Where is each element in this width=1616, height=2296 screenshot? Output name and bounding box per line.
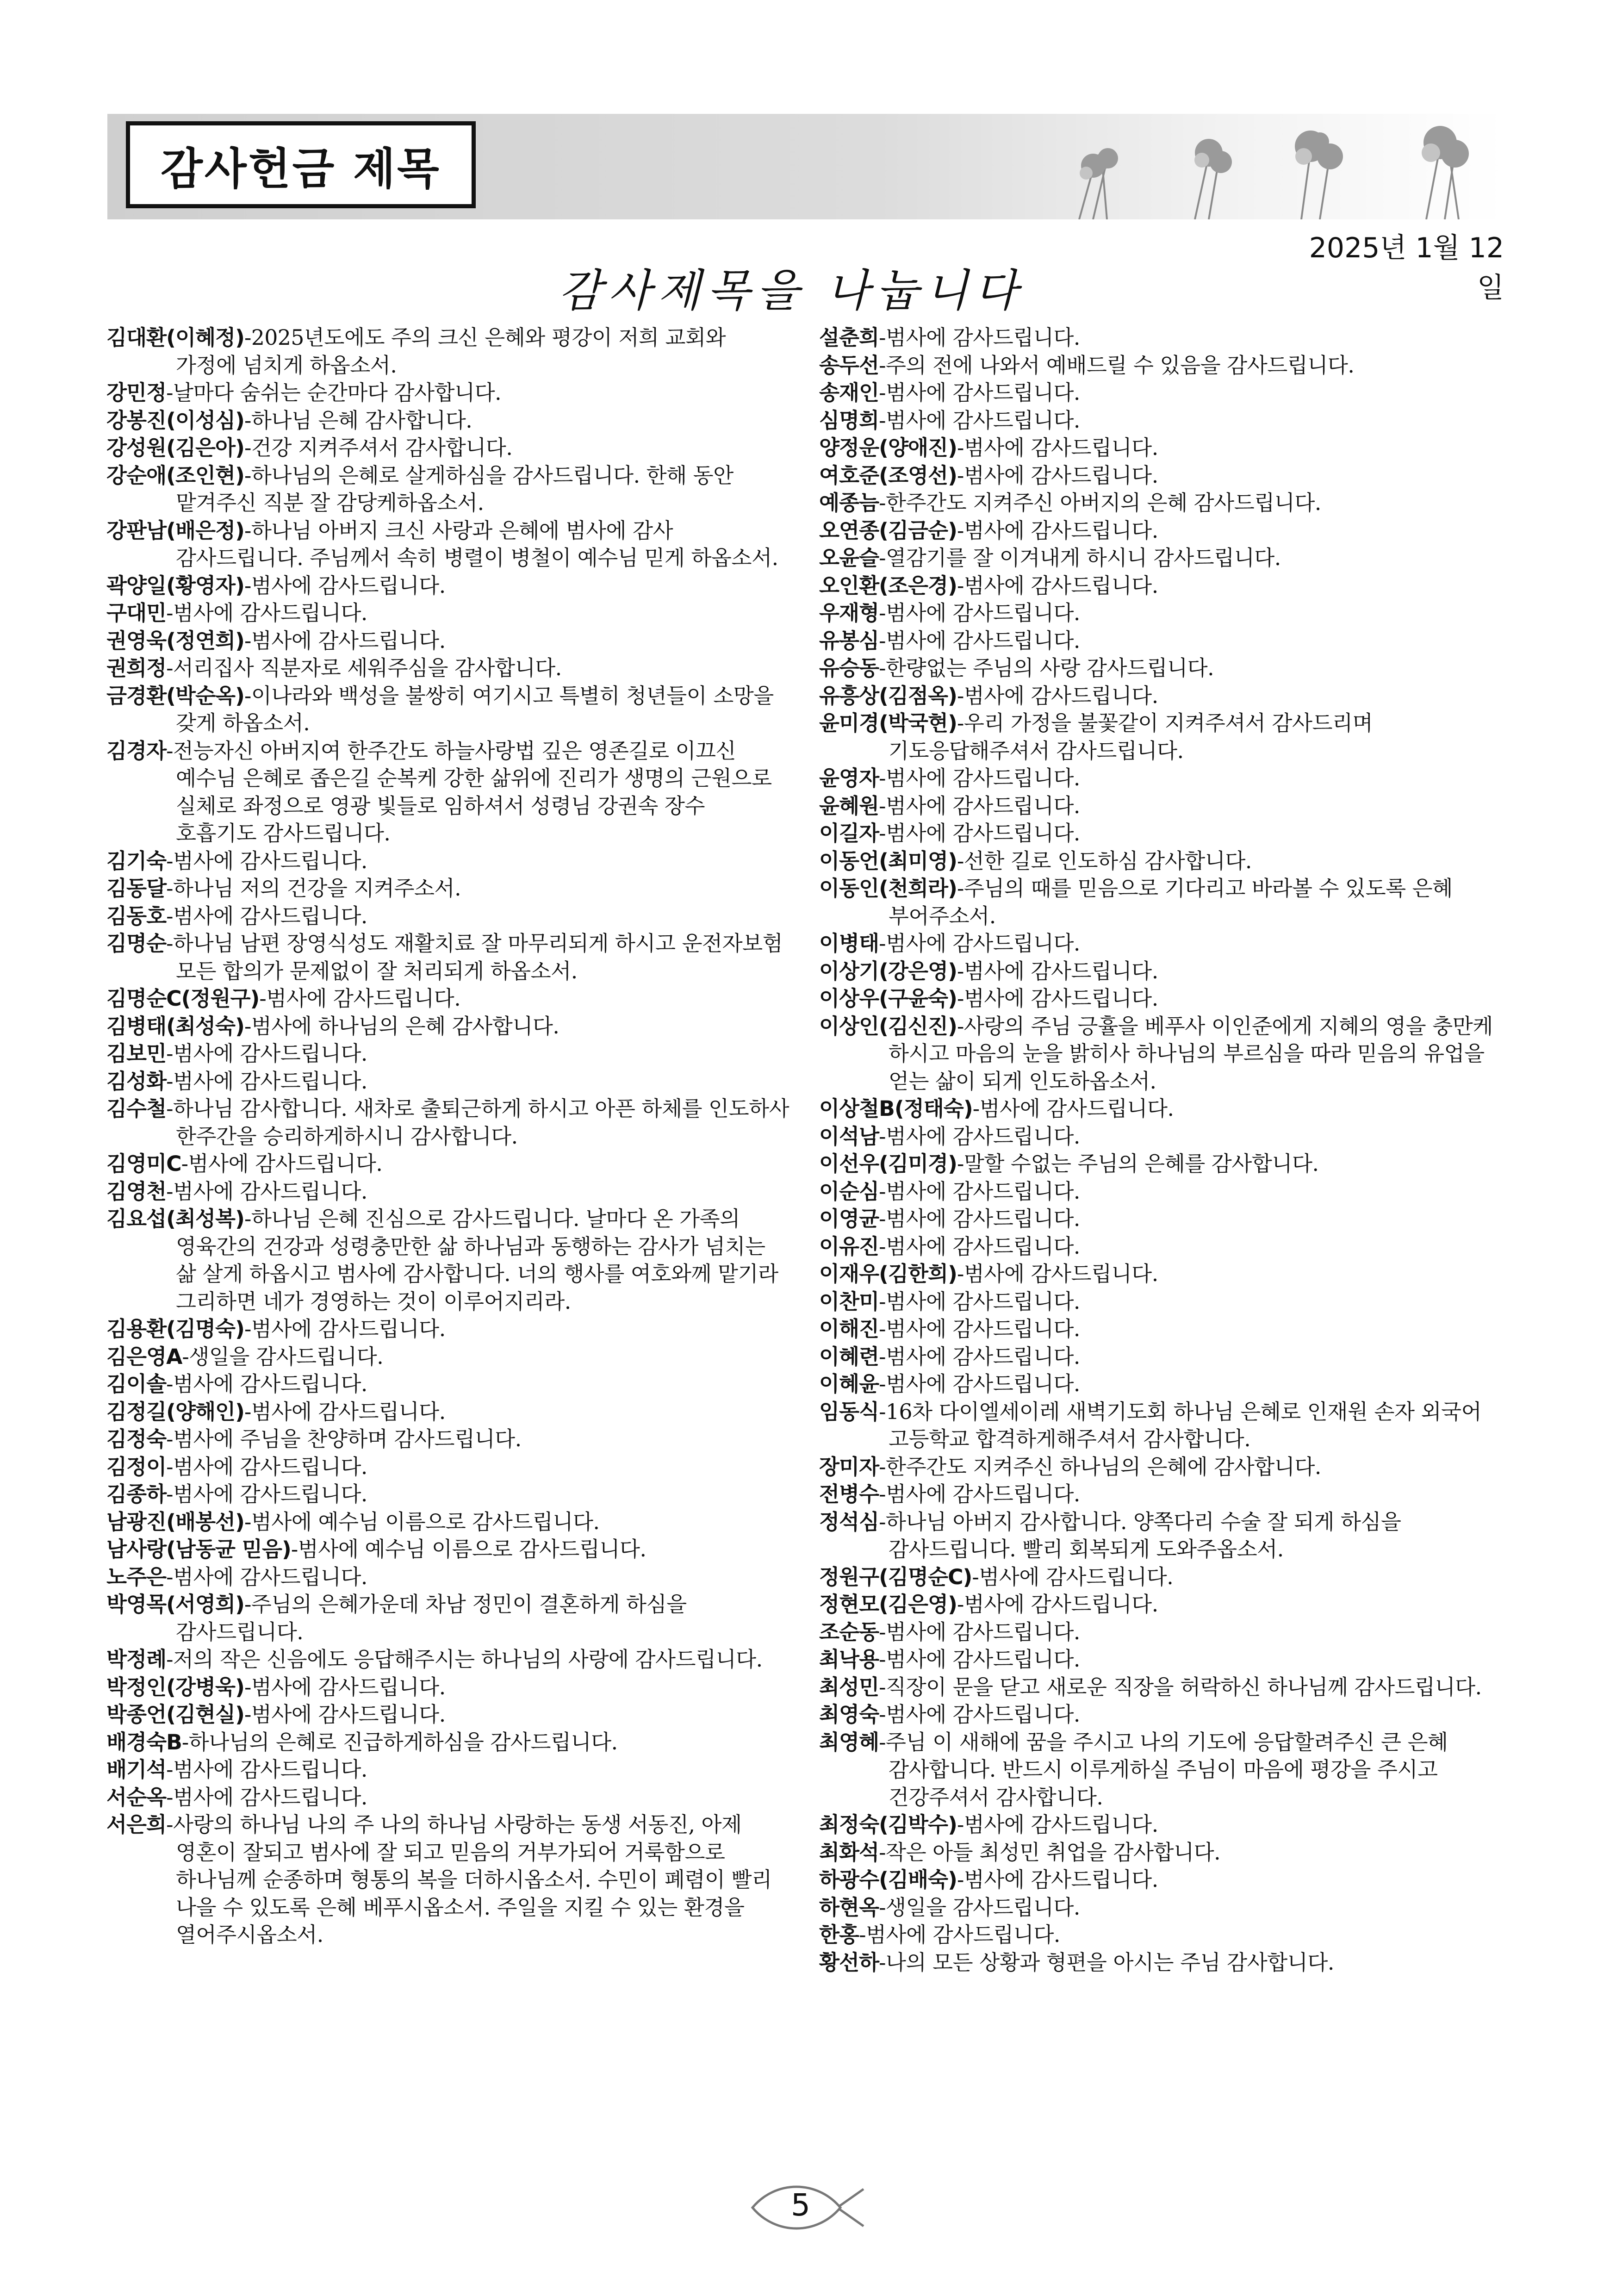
entry-name: 심명희	[819, 408, 879, 433]
thanksgiving-entry	[819, 1866, 1504, 1894]
entry-text: -범사에 감사드립니다.	[259, 986, 461, 1011]
entry-text: -주님 이 새해에 꿈을 주시고 나의 기도에 응답할려주신 큰 은혜 감사합니다. 반드시 이루게하실 주님이 마음에 평강을 주시고 건강주셔서 감사합니다.	[879, 1730, 1448, 1810]
entry-name: 이상기(강은영)	[819, 958, 957, 983]
thanksgiving-entry	[106, 1563, 791, 1591]
thanksgiving-entry	[106, 985, 791, 1013]
entry-name: 강판남(배은정)	[106, 518, 244, 543]
right-column	[819, 324, 1504, 1976]
entry-name: 이길자	[819, 821, 879, 846]
thanksgiving-entry	[819, 1343, 1504, 1371]
thanksgiving-entry	[819, 1811, 1504, 1839]
entry-name: 서은희	[106, 1812, 167, 1837]
entry-text: -범사에 감사드립니다.	[879, 1702, 1080, 1727]
thanksgiving-entry	[819, 352, 1504, 380]
entry-text: -범사에 감사드립니다.	[879, 1619, 1080, 1644]
entry-name: 배경숙B	[106, 1730, 182, 1755]
entry-name: 이영균	[819, 1207, 879, 1231]
thanksgiving-entry	[819, 1591, 1504, 1618]
thanksgiving-entry	[819, 324, 1504, 352]
thanksgiving-entry	[819, 1453, 1504, 1481]
thanksgiving-entry	[106, 1481, 791, 1508]
entry-name: 임동식	[819, 1399, 879, 1424]
entry-text: -범사에 감사드립니다.	[166, 1482, 367, 1506]
entry-name: 권희정	[106, 656, 167, 680]
entry-name: 김영천	[106, 1179, 167, 1204]
thanksgiving-entry	[106, 1013, 791, 1040]
thanksgiving-entry	[106, 847, 791, 875]
entry-text: -범사에 하나님의 은혜 감사합니다.	[244, 1014, 559, 1039]
entry-text: -전능자신 아버지여 한주간도 하늘사랑법 깊은 영존길로 이끄신 예수님 은혜로 좁은길 순복케 강한 삶위에 진리가 생명의 근원으로 실체로 좌정으로 영광 빛들로 임하셔서 성령님 강권속 장수 호흡기도 감사드립니다.	[166, 738, 772, 846]
thanksgiving-entry	[819, 1563, 1504, 1591]
thanksgiving-entry	[106, 682, 791, 737]
entry-name: 배기석	[106, 1757, 167, 1782]
entry-name: 금경환(박순옥)	[106, 683, 244, 708]
thanksgiving-entry	[106, 1453, 791, 1481]
entry-text: -주님의 때를 믿음으로 기다리고 바라볼 수 있도록 은혜 부어주소서.	[889, 876, 1453, 928]
thanksgiving-entry	[106, 1178, 791, 1206]
entry-name: 최화석	[819, 1840, 879, 1865]
entry-name: 하현옥	[819, 1895, 879, 1920]
entry-text: -범사에 감사드립니다.	[244, 1317, 446, 1341]
entry-name: 김영미C	[106, 1151, 181, 1176]
thanksgiving-entry	[819, 1894, 1504, 1922]
entry-name: 이병태	[819, 931, 879, 956]
thanksgiving-entry	[106, 379, 791, 407]
entry-name: 전병수	[819, 1482, 879, 1506]
entry-text: -범사에 예수님 이름으로 감사드립니다.	[291, 1537, 646, 1562]
thanksgiving-entry	[106, 1425, 791, 1453]
entry-text: -사랑의 하나님 나의 주 나의 하나님 사랑하는 동생 서동진, 아제 영혼이 잘되고 범사에 잘 되고 믿음의 거부가되어 거룩함으로 하나님께 순종하며 형통의 복을 더하시옵소서. 수민이 폐렴이 빨리 나을 수 있도록 은혜 베푸시옵소서. 주일을 지킬 수 있는 환경을 열어주시옵소서.	[166, 1812, 772, 1947]
thanksgiving-entry	[819, 462, 1504, 490]
entry-name: 남광진(배봉선)	[106, 1509, 244, 1534]
entry-text: -선한 길로 인도하심 감사합니다.	[957, 848, 1252, 873]
entry-text: -말할 수없는 주님의 은혜를 감사합니다.	[957, 1151, 1319, 1176]
entry-text: -범사에 감사드립니다.	[244, 1674, 446, 1699]
entry-text: -범사에 감사드립니다.	[879, 408, 1080, 433]
entry-text: -범사에 감사드립니다.	[879, 1289, 1080, 1314]
entry-text: -생일을 감사드립니다.	[879, 1895, 1080, 1920]
entry-name: 이순심	[819, 1179, 879, 1204]
entry-text: -한량없는 주님의 사랑 감사드립니다.	[879, 656, 1214, 680]
entry-name: 이혜윤	[819, 1372, 879, 1396]
thanksgiving-entry	[106, 737, 791, 847]
entry-text: -범사에 감사드립니다.	[166, 1069, 367, 1094]
entry-name: 박정례	[106, 1647, 167, 1672]
entry-text: -주님의 은혜가운데 차남 정민이 결혼하게 하심을 감사드립니다.	[176, 1592, 687, 1644]
thanksgiving-entry	[819, 709, 1504, 765]
entry-name: 윤미경(박국현)	[819, 711, 957, 735]
entry-name: 이동인(천희라)	[819, 876, 957, 901]
entry-name: 양정운(양애진)	[819, 436, 957, 460]
entry-name: 노주은	[106, 1564, 167, 1589]
thanksgiving-entry	[106, 1150, 791, 1178]
thanksgiving-entry	[819, 682, 1504, 710]
entry-text: -한주간도 지켜주신 아버지의 은혜 감사드립니다.	[879, 491, 1321, 515]
entry-name: 장미자	[819, 1454, 879, 1479]
entry-name: 이선우(김미경)	[819, 1151, 957, 1176]
thanksgiving-entry	[106, 434, 791, 462]
entry-name: 최정숙(김박수)	[819, 1812, 957, 1837]
thanksgiving-entry	[819, 1178, 1504, 1206]
entry-name: 강봉진(이성심)	[106, 408, 244, 433]
entry-name: 오인환(조은경)	[819, 573, 957, 598]
thanksgiving-entry	[106, 1756, 791, 1784]
entry-name: 권영욱(정연희)	[106, 628, 244, 653]
entry-text: -범사에 감사드립니다.	[879, 1124, 1080, 1149]
entry-name: 김동호	[106, 903, 167, 928]
entry-name: 김기숙	[106, 848, 167, 873]
thanksgiving-entry	[819, 1095, 1504, 1123]
entry-text: -범사에 감사드립니다.	[166, 1564, 367, 1589]
entry-text: -우리 가정을 불꽃같이 지켜주셔서 감사드리며 기도응답해주셔서 감사드립니다.	[889, 711, 1373, 763]
thanksgiving-entry	[106, 1040, 791, 1068]
entry-name: 정현모(김은영)	[819, 1592, 957, 1617]
entry-text: -범사에 감사드립니다.	[879, 1647, 1080, 1672]
date-label: 2025년 1월 12일	[1309, 232, 1504, 304]
thanksgiving-entry	[819, 627, 1504, 655]
entry-text: -범사에 감사드립니다.	[181, 1151, 383, 1176]
entry-text: -범사에 감사드립니다.	[879, 1317, 1080, 1341]
thanksgiving-entry	[819, 958, 1504, 985]
thanksgiving-entry	[106, 599, 791, 627]
entry-text: -하나님의 은혜로 진급하게하심을 감사드립니다.	[181, 1730, 618, 1755]
thanksgiving-entry	[106, 324, 791, 379]
entry-text: -나의 모든 상황과 형편을 아시는 주님 감사합니다.	[879, 1950, 1334, 1975]
entry-text: -하나님 저의 건강을 지켜주소서.	[166, 876, 461, 901]
entry-name: 오연종(김금순)	[819, 518, 957, 543]
thanksgiving-entry	[106, 1508, 791, 1536]
entry-name: 최영혜	[819, 1730, 879, 1755]
entry-text: -하나님 아버지 크신 사랑과 은혜에 범사에 감사 감사드립니다. 주님께서 속히 병렬이 병철이 예수님 믿게 하옵소서.	[176, 518, 778, 570]
entry-text: -범사에 감사드립니다.	[166, 1179, 367, 1204]
entry-name: 최낙용	[819, 1647, 879, 1672]
thanksgiving-entry	[106, 930, 791, 985]
thanksgiving-entry	[819, 1921, 1504, 1949]
entry-name: 김정숙	[106, 1427, 167, 1451]
entry-text: -범사에 감사드립니다.	[166, 1454, 367, 1479]
thanksgiving-entry	[106, 1095, 791, 1150]
entry-name: 설춘희	[819, 325, 879, 350]
thanksgiving-entry	[106, 1674, 791, 1701]
entry-text: -범사에 감사드립니다.	[972, 1096, 1174, 1121]
entry-text: -주의 전에 나와서 예배드릴 수 있음을 감사드립니다.	[879, 353, 1355, 378]
thanksgiving-entry	[819, 765, 1504, 792]
entry-text: -범사에 감사드립니다.	[859, 1923, 1060, 1947]
entry-text: -범사에 감사드립니다.	[957, 986, 1158, 1011]
page-number: 5	[791, 2187, 810, 2223]
entry-name: 이유진	[819, 1234, 879, 1259]
entry-text: -범사에 감사드립니다.	[879, 1179, 1080, 1204]
entry-text: -범사에 감사드립니다.	[957, 958, 1158, 983]
entry-text: -범사에 감사드립니다.	[879, 1482, 1080, 1506]
page-footer	[748, 2175, 868, 2245]
thanksgiving-entry	[819, 544, 1504, 572]
entry-text: -범사에 감사드립니다.	[879, 1344, 1080, 1369]
entry-text: -범사에 예수님 이름으로 감사드립니다.	[244, 1509, 600, 1534]
entry-name: 김이솔	[106, 1372, 167, 1396]
thanksgiving-entry	[819, 1508, 1504, 1563]
entry-name: 강순애(조인현)	[106, 463, 244, 488]
thanksgiving-entry	[106, 1205, 791, 1315]
entry-name: 이상철B(정태숙)	[819, 1096, 973, 1121]
entry-name: 강민정	[106, 380, 167, 405]
thanksgiving-entry	[106, 1729, 791, 1756]
entry-text: -하나님의 은혜로 살게하심을 감사드립니다. 한해 동안 맡겨주신 직분 잘 감당케하옵소서.	[176, 463, 733, 515]
thanksgiving-entry	[106, 1370, 791, 1398]
entry-text: -범사에 감사드립니다.	[244, 573, 446, 598]
entry-name: 김성화	[106, 1069, 167, 1094]
entry-text: -하나님 아버지 감사합니다. 양쪽다리 수술 잘 되게 하심을 감사드립니다. 빨리 회복되게 도와주옵소서.	[879, 1509, 1401, 1562]
entry-text: -범사에 감사드립니다.	[879, 766, 1080, 790]
thanksgiving-entry	[106, 407, 791, 435]
entry-name: 유봉심	[819, 628, 879, 653]
entry-name: 한홍	[819, 1923, 859, 1947]
thanksgiving-entry	[106, 517, 791, 572]
thanksgiving-entry	[819, 1729, 1504, 1811]
entry-text: -직장이 문을 닫고 새로운 직장을 허락하신 하나님께 감사드립니다.	[879, 1674, 1482, 1699]
entry-name: 우재형	[819, 601, 879, 625]
entry-text: -하나님 감사합니다. 새차로 출퇴근하게 하시고 아픈 하체를 인도하사 한주간을 승리하게하시니 감사합니다.	[166, 1096, 789, 1149]
thanksgiving-entry	[819, 1123, 1504, 1151]
entry-name: 정석심	[819, 1509, 879, 1534]
thanksgiving-entry	[819, 792, 1504, 820]
thanksgiving-entry	[106, 875, 791, 902]
entry-text: -하나님 은혜 진심으로 감사드립니다. 날마다 온 가족의 영육간의 건강과 성령충만한 삶 하나님과 동행하는 감사가 넘치는 삶 살게 하옵시고 범사에 감사합니다. 너의 행사를 여호와께 맡기라 그리하면 네가 경영하는 것이 이루어지리라.	[176, 1207, 778, 1314]
entry-text: -범사에 감사드립니다.	[879, 1372, 1080, 1396]
entry-name: 김은영A	[106, 1344, 182, 1369]
entry-text: -범사에 감사드립니다.	[957, 518, 1158, 543]
entry-text: -건강 지켜주셔서 감사합니다.	[244, 436, 513, 460]
thanksgiving-entry	[819, 1370, 1504, 1398]
entry-name: 황선하	[819, 1950, 879, 1975]
entry-name: 윤영자	[819, 766, 879, 790]
entry-text: -범사에 감사드립니다.	[244, 1399, 446, 1424]
thanksgiving-entry	[106, 1068, 791, 1095]
entry-text: -범사에 감사드립니다.	[244, 628, 446, 653]
entry-text: -범사에 감사드립니다.	[879, 325, 1080, 350]
entry-text: -범사에 감사드립니다.	[879, 380, 1080, 405]
thanksgiving-entry	[106, 1701, 791, 1729]
entry-name: 하광수(김배숙)	[819, 1867, 957, 1892]
thanksgiving-entry	[819, 489, 1504, 517]
thanksgiving-entry	[819, 1013, 1504, 1095]
entry-name: 김수철	[106, 1096, 167, 1121]
entry-text: -범사에 감사드립니다.	[957, 1262, 1158, 1286]
thanksgiving-entry	[106, 462, 791, 517]
thanksgiving-entry	[106, 1784, 791, 1811]
thanksgiving-entry	[819, 1949, 1504, 1977]
entry-text: -범사에 감사드립니다.	[879, 601, 1080, 625]
thanksgiving-entry	[819, 599, 1504, 627]
flower-bouquet-illustration	[1042, 114, 1505, 219]
thanksgiving-entry	[819, 379, 1504, 407]
entry-text: -범사에 감사드립니다.	[879, 931, 1080, 956]
thanksgiving-entry	[106, 1398, 791, 1426]
entry-text: -이나라와 백성을 불쌍히 여기시고 특별히 청년들이 소망을 갖게 하옵소서.	[176, 683, 774, 735]
thanksgiving-entry	[819, 1701, 1504, 1729]
thanksgiving-entry	[819, 1288, 1504, 1316]
entry-text: -날마다 숨쉬는 순간마다 감사합니다.	[166, 380, 502, 405]
entry-text: -사랑의 주님 긍휼을 베푸사 이인준에게 지혜의 영을 충만케 하시고 마음의 눈을 밝히사 하나님의 부르심을 따라 믿음의 유업을 얻는 삶이 되게 인도하옵소서.	[889, 1014, 1493, 1094]
entry-text: -범사에 감사드립니다.	[166, 1372, 367, 1396]
entry-name: 김종하	[106, 1482, 167, 1506]
entry-name: 구대민	[106, 601, 167, 625]
thanksgiving-entry	[106, 1591, 791, 1646]
entry-name: 송두선	[819, 353, 879, 378]
entry-name: 이상우(구윤숙)	[819, 986, 957, 1011]
entry-name: 유승동	[819, 656, 879, 680]
thanksgiving-entry	[106, 654, 791, 682]
thanksgiving-entry	[819, 1674, 1504, 1701]
entry-text: -범사에 감사드립니다.	[166, 1757, 367, 1782]
entry-text: -범사에 감사드립니다.	[957, 683, 1158, 708]
thanksgiving-entry	[819, 434, 1504, 462]
thanksgiving-entry	[819, 1205, 1504, 1233]
thanksgiving-entry	[819, 930, 1504, 958]
entry-name: 이동언(최미영)	[819, 848, 957, 873]
thanksgiving-entry	[819, 875, 1504, 930]
thanksgiving-entry	[106, 1811, 791, 1949]
entry-name: 송재인	[819, 380, 879, 405]
entry-text: -범사에 감사드립니다.	[879, 821, 1080, 846]
title-box	[126, 121, 476, 208]
thanksgiving-entry	[819, 1150, 1504, 1178]
entry-name: 김보민	[106, 1041, 167, 1066]
thanksgiving-entry	[819, 820, 1504, 847]
entry-name: 김정이	[106, 1454, 167, 1479]
entry-text: -범사에 감사드립니다.	[879, 793, 1080, 818]
thanksgiving-entry	[819, 654, 1504, 682]
thanksgiving-entry	[819, 1260, 1504, 1288]
entry-name: 남사랑(남동균 믿음)	[106, 1537, 291, 1562]
entry-text: -범사에 감사드립니다.	[957, 463, 1158, 488]
entry-text: -범사에 감사드립니다.	[957, 1867, 1158, 1892]
entry-name: 김정길(양해인)	[106, 1399, 244, 1424]
entry-text: -범사에 감사드립니다.	[879, 628, 1080, 653]
entry-name: 이혜련	[819, 1344, 879, 1369]
entry-text: -범사에 주님을 찬양하며 감사드립니다.	[166, 1427, 522, 1451]
entry-name: 김대환(이혜정)	[106, 325, 244, 350]
left-column	[106, 324, 791, 1949]
subtitle: 감사제목을 나눕니다	[559, 265, 1024, 317]
entry-text: -하나님 남편 장영식성도 재활치료 잘 마무리되게 하시고 운전자보험 모든 합의가 문제없이 잘 처리되게 하옵소서.	[166, 931, 783, 983]
entry-name: 최영숙	[819, 1702, 879, 1727]
entry-name: 유흥상(김점옥)	[819, 683, 957, 708]
entry-name: 이석남	[819, 1124, 879, 1149]
thanksgiving-entry	[819, 517, 1504, 545]
thanksgiving-entry	[106, 1315, 791, 1343]
entry-name: 김용환(김명숙)	[106, 1317, 244, 1341]
entry-text: -범사에 감사드립니다.	[957, 1812, 1158, 1837]
entry-name: 김동달	[106, 876, 167, 901]
entry-text: -생일을 감사드립니다.	[182, 1344, 384, 1369]
entry-name: 오윤슬	[819, 546, 879, 570]
entry-name: 김명순C(정원구)	[106, 986, 260, 1011]
entry-name: 이찬미	[819, 1289, 879, 1314]
thanksgiving-entry	[819, 1839, 1504, 1867]
entry-text: -작은 아들 최성민 취업을 감사합니다.	[879, 1840, 1221, 1865]
entry-name: 여호준(조영선)	[819, 463, 957, 488]
thanksgiving-entry	[819, 1315, 1504, 1343]
entry-name: 곽양일(황영자)	[106, 573, 244, 598]
entry-name: 강성원(김은아)	[106, 436, 244, 460]
entry-name: 이상인(김신진)	[819, 1014, 957, 1039]
entry-name: 이해진	[819, 1317, 879, 1341]
entry-name: 서순옥	[106, 1785, 167, 1810]
entry-text: -한주간도 지켜주신 하나님의 은혜에 감사합니다.	[879, 1454, 1321, 1479]
entry-name: 김명순	[106, 931, 167, 956]
thanksgiving-entry	[819, 572, 1504, 600]
entry-name: 정원구(김명순C)	[819, 1564, 972, 1589]
entry-text: -2025년도에도 주의 크신 은혜와 평강이 저희 교회와 가정에 넘치게 하옵소서.	[176, 325, 726, 378]
entry-text: -범사에 감사드립니다.	[166, 601, 367, 625]
thanksgiving-entry	[819, 985, 1504, 1013]
entry-name: 김경자	[106, 738, 167, 763]
entry-text: -범사에 감사드립니다.	[879, 1207, 1080, 1231]
entry-text: -범사에 감사드립니다.	[166, 848, 367, 873]
entry-name: 박영목(서영희)	[106, 1592, 244, 1617]
entry-name: 윤혜원	[819, 793, 879, 818]
page-title: 감사헌금 제목	[161, 143, 441, 194]
thanksgiving-entry	[106, 1646, 791, 1674]
thanksgiving-entry	[819, 1398, 1504, 1453]
thanksgiving-entry	[819, 1233, 1504, 1261]
thanksgiving-entry	[819, 1481, 1504, 1508]
thanksgiving-entry	[106, 902, 791, 930]
entry-name: 박종언(김현실)	[106, 1702, 244, 1727]
entry-text: -범사에 감사드립니다.	[972, 1564, 1174, 1589]
entry-text: -서리집사 직분자로 세워주심을 감사합니다.	[166, 656, 562, 680]
entry-text: -열감기를 잘 이겨내게 하시니 감사드립니다.	[879, 546, 1281, 570]
entry-text: -범사에 감사드립니다.	[244, 1702, 446, 1727]
thanksgiving-entry	[106, 1536, 791, 1563]
thanksgiving-entry	[106, 572, 791, 600]
thanksgiving-entry	[106, 627, 791, 655]
thanksgiving-entry	[106, 1343, 791, 1371]
entry-name: 박정인(강병욱)	[106, 1674, 244, 1699]
entry-text: -저의 작은 신음에도 응답해주시는 하나님의 사랑에 감사드립니다.	[166, 1647, 763, 1672]
entry-text: -범사에 감사드립니다.	[166, 1041, 367, 1066]
entry-name: 이재우(김한희)	[819, 1262, 957, 1286]
entry-name: 김병태(최성숙)	[106, 1014, 244, 1039]
entry-name: 김요섭(최성복)	[106, 1207, 244, 1231]
entry-text: -범사에 감사드립니다.	[879, 1234, 1080, 1259]
entry-text: -범사에 감사드립니다.	[166, 903, 367, 928]
entry-text: -범사에 감사드립니다.	[957, 436, 1158, 460]
entry-text: -범사에 감사드립니다.	[957, 1592, 1158, 1617]
thanksgiving-entry	[819, 1646, 1504, 1674]
entry-text: -16차 다이엘세이레 새벽기도회 하나님 은혜로 인재원 손자 외국어 고등학교 합격하게해주셔서 감사합니다.	[879, 1399, 1482, 1451]
entry-text: -범사에 감사드립니다.	[166, 1785, 367, 1810]
thanksgiving-entry	[819, 1618, 1504, 1646]
entry-name: 최성민	[819, 1674, 879, 1699]
thanksgiving-entry	[819, 847, 1504, 875]
entry-text: -범사에 감사드립니다.	[957, 573, 1158, 598]
thanksgiving-entry	[819, 407, 1504, 435]
entry-name: 예종늠	[819, 491, 879, 515]
entry-text: -하나님 은혜 감사합니다.	[244, 408, 472, 433]
entry-name: 조순동	[819, 1619, 879, 1644]
